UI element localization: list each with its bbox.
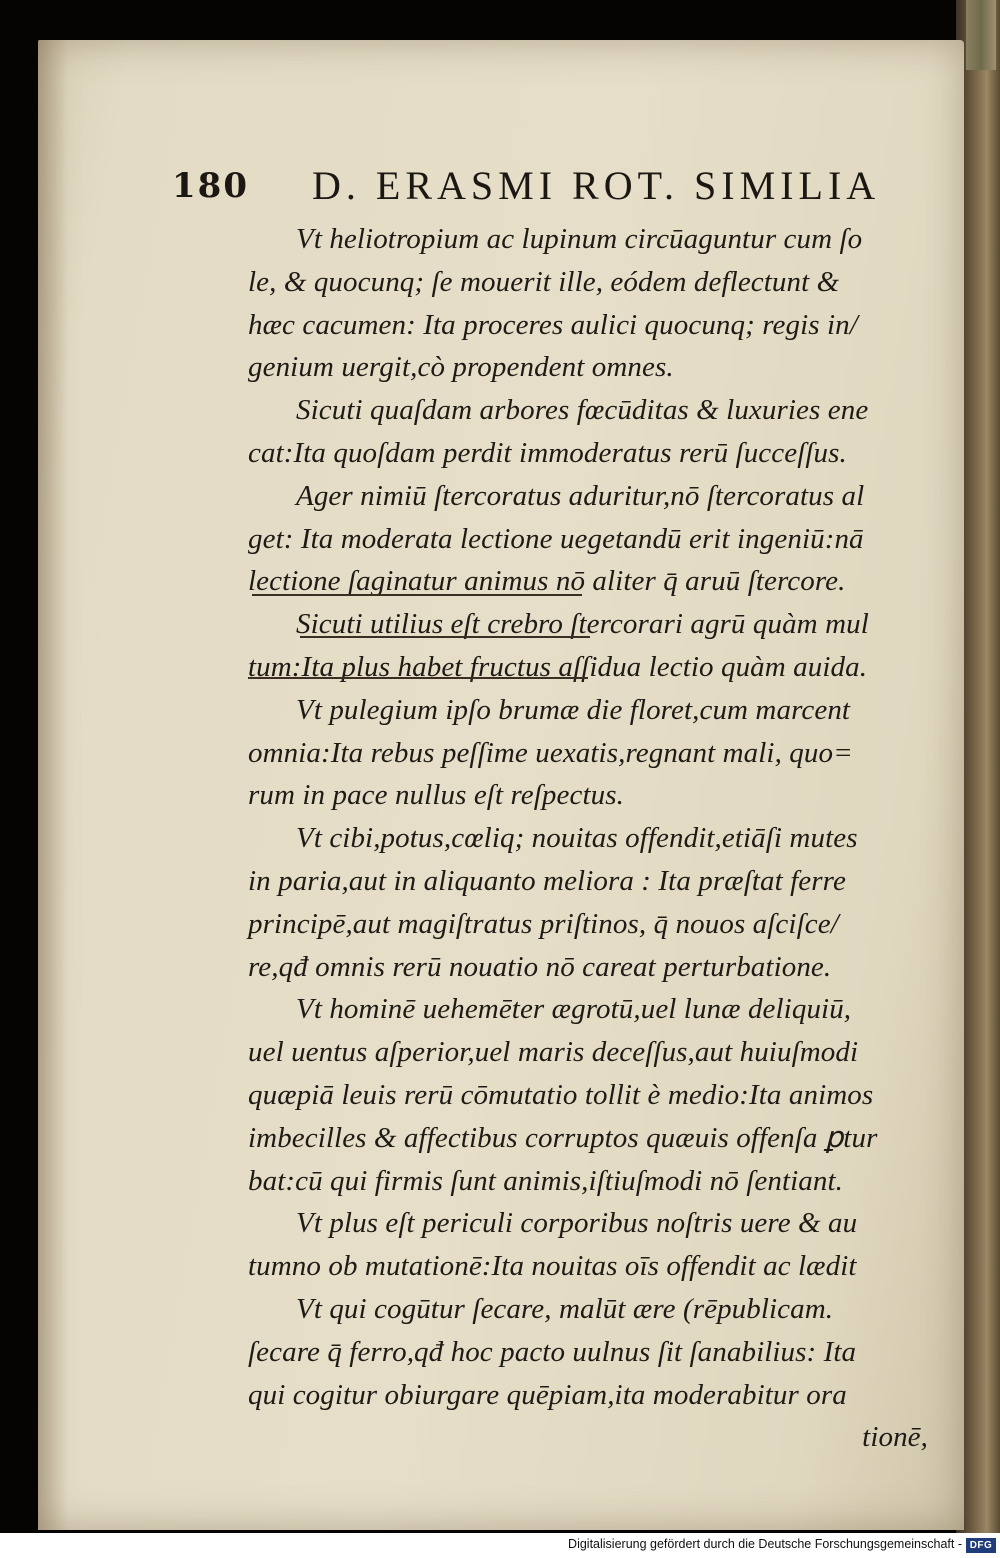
text-line: cat:Ita quoſdam perdit immoderatus rerū ſucceſſus. <box>248 436 847 469</box>
text-line: Vt cibi,potus,cœliq; nouitas offendit,etiāſi mutes <box>296 822 858 855</box>
text-line: qui cogitur obiurgare quēpiam,ita moderabitur ora <box>248 1378 847 1411</box>
text-line: omnia:Ita rebus peſſime uexatis,regnant mali, quo= <box>248 736 853 769</box>
text-line: tionē, <box>862 1421 928 1454</box>
text-line: genium uergit,cò propendent omnes. <box>248 351 674 384</box>
digitization-footer <box>0 1533 1000 1558</box>
handwritten-underline <box>252 594 582 596</box>
text-line: tum:Ita plus habet fructus aſſidua lectio quàm auida. <box>248 650 868 683</box>
text-line: quæpiā leuis rerū cōmutatio tollit è medio:Ita animos <box>248 1078 874 1111</box>
text-line: lectione ſaginatur animus nō aliter q̄ aruū ſtercore. <box>248 565 846 598</box>
text-line: principē,aut magiſtratus priſtinos, q̄ nouos aſciſce/ <box>248 907 839 940</box>
text-line: bat:cū qui firmis ſunt animis,iſtiuſmodi nō ſentiant. <box>248 1164 843 1197</box>
text-line: ſecare q̄ ferro,qđ hoc pacto uulnus ſit ſanabilius: Ita <box>248 1335 857 1368</box>
text-line: tumno ob mutationē:Ita nouitas oīs offendit ac lædit <box>248 1250 857 1283</box>
handwritten-underline <box>300 636 590 638</box>
text-line: rum in pace nullus eſt reſpectus. <box>248 779 624 812</box>
page-number: 180 <box>172 166 249 206</box>
text-line: hæc cacumen: Ita proceres aulici quocunq; regis in/ <box>248 308 858 341</box>
text-line: get: Ita moderata lectione uegetandū erit ingeniū:nā <box>248 522 864 555</box>
text-line: Vt plus eſt periculi corporibus noſtris uere & au <box>296 1207 858 1240</box>
text-line: le, & quocunq; ſe mouerit ille, eódem deflectunt & <box>248 265 840 298</box>
text-line: uel uentus aſperior,uel maris deceſſus,aut huiuſmodi <box>248 1036 859 1069</box>
dfg-logo: DFG <box>966 1538 996 1553</box>
text-line: re,qđ omnis rerū nouatio nō careat perturbatione. <box>248 950 832 983</box>
running-title: D. ERASMI ROT. SIMILIA <box>312 163 881 208</box>
text-line: in paria,aut in aliquanto meliora : Ita præſtat ferre <box>248 864 846 897</box>
text-block <box>248 218 938 1459</box>
text-line: imbecilles & affectibus corruptos quæuis offenſa ꝑtur <box>248 1121 878 1154</box>
text-line: Vt pulegium ipſo brumæ die floret,cum marcent <box>296 693 851 726</box>
text-line: Vt heliotropium ac lupinum circūaguntur cum ſo <box>296 223 863 255</box>
text-line: Vt qui cogūtur ſecare, malūt ære (rēpublicam. <box>296 1292 834 1325</box>
text-line: Sicuti quaſdam arbores fœcūditas & luxuries ene <box>296 394 869 427</box>
handwritten-underline <box>248 677 588 679</box>
page-header <box>172 162 912 212</box>
text-line: Sicuti utilius eſt crebro ſtercorari agrū quàm mul <box>296 608 869 641</box>
text-line: Ager nimiū ſtercoratus aduritur,nō ſtercoratus al <box>296 479 865 512</box>
funding-notice: Digitalisierung gefördert durch die Deutsche Forschungsgemeinschaft - <box>568 1537 962 1551</box>
text-line: Vt hominē uehemēter ægrotū,uel lunæ deliquiū, <box>296 993 852 1026</box>
